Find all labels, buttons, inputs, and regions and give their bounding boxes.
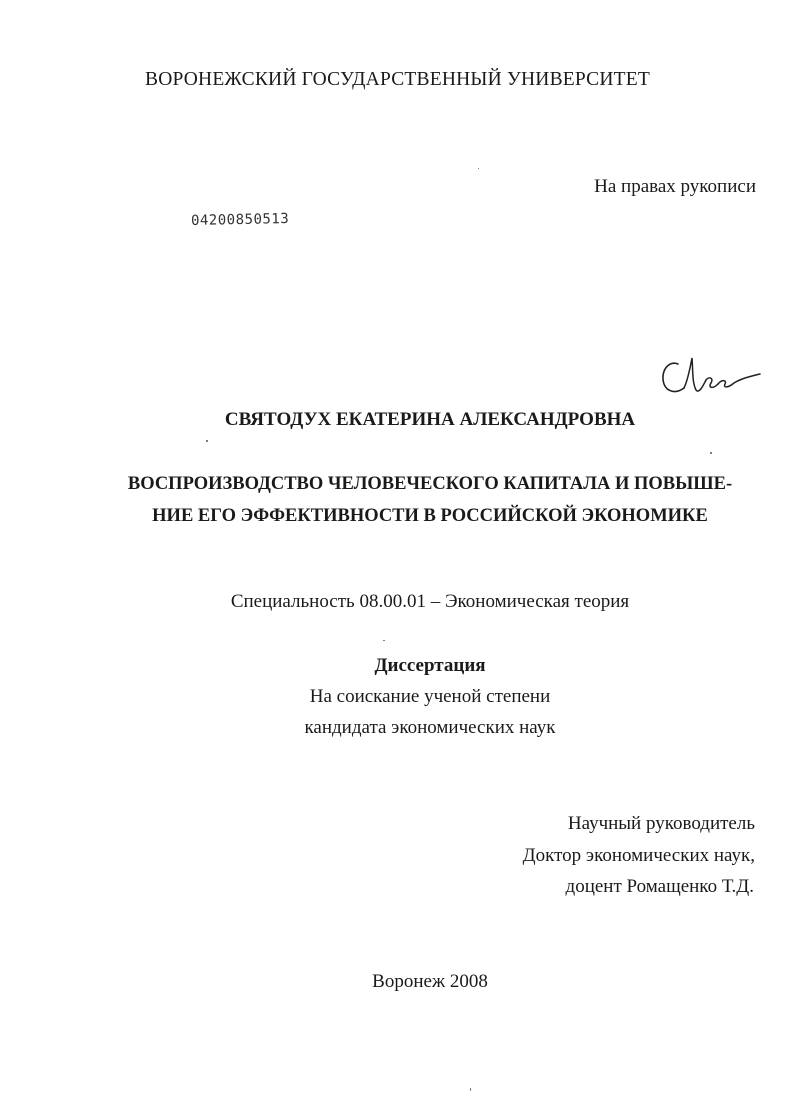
university-name: ВОРОНЕЖСКИЙ ГОСУДАРСТВЕННЫЙ УНИВЕРСИТЕТ (144, 69, 650, 90)
signature-icon (656, 350, 766, 406)
degree-line-1: На соискание ученой степени (309, 686, 551, 707)
scan-speck (383, 640, 385, 641)
library-stamp-number: 04200850513 (190, 210, 290, 229)
supervisor-name: доцент Ромащенко Т.Д. (565, 876, 754, 897)
scan-speck (470, 1088, 471, 1091)
author-name: СВЯТОДУХ ЕКАТЕРИНА АЛЕКСАНДРОВНА (224, 409, 636, 430)
degree-line-2: кандидата экономических наук (304, 717, 556, 738)
supervisor-title: Научный руководитель (567, 813, 755, 834)
dissertation-label: Диссертация (374, 655, 486, 676)
dissertation-title-line-1: ВОСПРОИЗВОДСТВО ЧЕЛОВЕЧЕСКОГО КАПИТАЛА И ПОВЫШЕ- (127, 474, 733, 494)
scan-speck (478, 168, 479, 169)
supervisor-degree: Доктор экономических наук, (522, 845, 755, 866)
scan-speck (206, 440, 208, 442)
manuscript-note: На правах рукописи (594, 176, 756, 197)
dissertation-title-line-2: НИЕ ЕГО ЭФФЕКТИВНОСТИ В РОССИЙСКОЙ ЭКОНОМИКЕ (152, 506, 708, 526)
specialty: Специальность 08.00.01 – Экономическая теория (230, 591, 630, 612)
city-year: Воронеж 2008 (372, 971, 488, 992)
scan-speck (710, 452, 712, 454)
